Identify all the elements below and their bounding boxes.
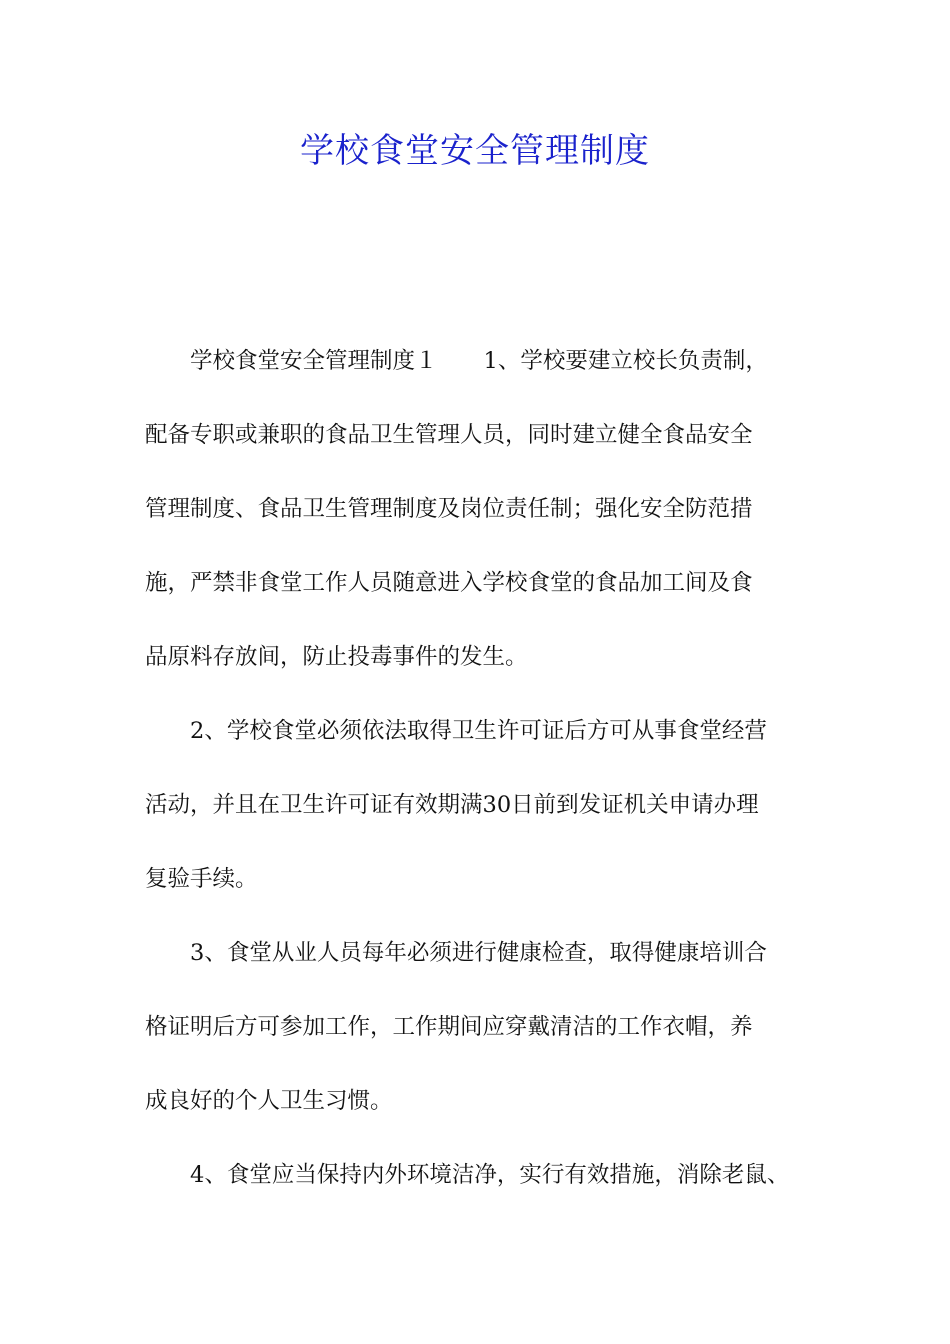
paragraph-line: 2、学校食堂必须依法取得卫生许可证后方可从事食堂经营	[190, 718, 767, 744]
paragraph-line: 活动，并且在卫生许可证有效期满30日前到发证机关申请办理	[145, 792, 759, 818]
paragraph-line: 3、食堂从业人员每年必须进行健康检查，取得健康培训合	[190, 940, 767, 966]
paragraph-line: 成良好的个人卫生习惯。	[145, 1088, 393, 1114]
paragraph-line: 配备专职或兼职的食品卫生管理人员，同时建立健全食品安全	[145, 422, 753, 448]
paragraph-line: 管理制度、食品卫生管理制度及岗位责任制；强化安全防范措	[145, 496, 753, 522]
paragraph-line: 格证明后方可参加工作，工作期间应穿戴清洁的工作衣帽，养	[145, 1014, 753, 1040]
document-body	[145, 334, 817, 1222]
paragraph-start: 1、学校要建立校长负责制，	[483, 348, 768, 374]
paragraph-line	[145, 334, 817, 408]
paragraph-line: 施，严禁非食堂工作人员随意进入学校食堂的食品加工间及食	[145, 570, 753, 596]
document-title: 学校食堂安全管理制度	[300, 131, 650, 171]
paragraph-line: 4、食堂应当保持内外环境洁净，实行有效措施，消除老鼠、	[190, 1162, 790, 1188]
section-heading: 学校食堂安全管理制度１	[190, 348, 438, 374]
paragraph-line: 复验手续。	[145, 866, 258, 892]
paragraph-line: 品原料存放间，防止投毒事件的发生。	[145, 644, 528, 670]
